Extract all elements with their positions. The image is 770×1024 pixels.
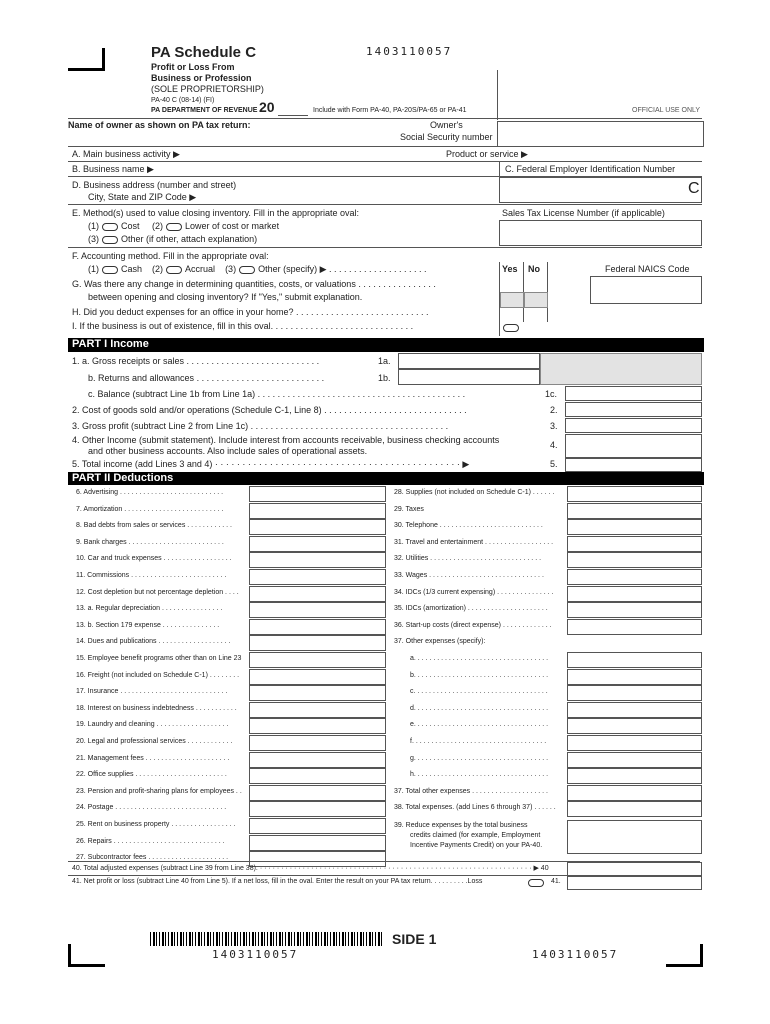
deduction-left-field[interactable] [249, 486, 386, 502]
fein-label: C. Federal Employer Identification Number [505, 164, 676, 174]
deduction-left-field[interactable] [249, 669, 386, 685]
deduction-right-label: 34. IDCs (1/3 current expensing) . . . . . . . . . . . . . . . [394, 588, 554, 596]
line-4-num: 4. [550, 440, 558, 450]
line-e3 [88, 234, 257, 244]
line-f-options [88, 264, 427, 275]
line-5-field[interactable] [565, 458, 702, 472]
deduction-left-field[interactable] [249, 735, 386, 751]
line-g-label: G. Was there any change in determining quantities, costs, or valuations . . . . . . . . . . . . . . . . [72, 279, 436, 289]
naics-label: Federal NAICS Code [605, 264, 690, 274]
deduction-left-label: 21. Management fees . . . . . . . . . . . . . . . . . . . . . . [76, 754, 230, 762]
line-39-label-3: Incentive Payments Credit) on your PA-40. [410, 842, 543, 849]
deduction-left-field[interactable] [249, 536, 386, 552]
deduction-left-field[interactable] [249, 768, 386, 784]
deduction-right-label: d. . . . . . . . . . . . . . . . . . . . . . . . . . . . . . . . . . . [410, 704, 549, 712]
line-39-label-2: credits claimed (for example, Employment [410, 832, 541, 839]
line-1a-field[interactable] [398, 353, 540, 369]
year-field[interactable] [278, 109, 308, 116]
accrual-oval[interactable] [166, 266, 182, 274]
line-e-label: E. Method(s) used to value closing inventory. Fill in the appropriate oval: [72, 208, 359, 218]
deduction-left-label: 16. Freight (not included on Schedule C-1) . . . . . . . . [76, 671, 240, 679]
deduction-right-label: b. . . . . . . . . . . . . . . . . . . . . . . . . . . . . . . . . . . [410, 671, 549, 679]
deduction-right-label: e. . . . . . . . . . . . . . . . . . . . . . . . . . . . . . . . . . . [410, 721, 549, 729]
e1-text: Cost [121, 221, 140, 231]
deduction-left-field[interactable] [249, 503, 386, 519]
out-of-existence-oval[interactable] [503, 324, 519, 332]
subtitle-1: Profit or Loss From [151, 62, 235, 72]
deduction-right-label: 30. Telephone . . . . . . . . . . . . . . . . . . . . . . . . . . . [394, 522, 543, 530]
rule [68, 204, 702, 205]
header-divider [497, 70, 498, 120]
deduction-left-label: 14. Dues and publications . . . . . . . . . . . . . . . . . . . [76, 638, 231, 646]
g-yes-box[interactable] [500, 292, 524, 308]
f2-text: Accrual [185, 264, 216, 274]
deduction-left-label: 27. Subcontractor fees . . . . . . . . . . . . . . . . . . . . . [76, 854, 229, 862]
f3-num: (3) [225, 264, 237, 274]
form-code: PA-40 C (08-14) (FI) [151, 97, 215, 104]
part1-header: PART I Income [68, 338, 704, 352]
deduction-right-field[interactable] [567, 536, 702, 552]
line-3-label: 3. Gross profit (subtract Line 2 from Line 1c) . . . . . . . . . . . . . . . . . . . . . . . . . . . . . . . . . . . . . . . . [72, 421, 449, 431]
form-title: PA Schedule C [151, 44, 257, 61]
f2-num: (2) [152, 264, 164, 274]
line-40-label: 40. Total adjusted expenses (subtract Line 39 from Line 38). · · · · · · · · · · · · · · · · · · · · · · · · · · · · · · · · · · · · · · · · · · · · · · · · · · · · · · · · · · · · · · · · ▶ 40 [72, 865, 549, 872]
deduction-left-field[interactable] [249, 818, 386, 834]
line-1c-num: 1c. [545, 389, 558, 399]
fein-field[interactable] [499, 177, 702, 203]
deduction-left-field[interactable] [249, 602, 386, 618]
deduction-left-label: 26. Repairs . . . . . . . . . . . . . . . . . . . . . . . . . . . . . [76, 837, 225, 845]
subtitle-3: (SOLE PROPRIETORSHIP) [151, 84, 264, 94]
line-f-label: F. Accounting method. Fill in the appropriate oval: [72, 251, 269, 261]
deduction-right-field[interactable] [567, 486, 702, 502]
deduction-right-field[interactable] [567, 685, 702, 701]
deduction-left-field[interactable] [249, 785, 386, 801]
line-2-label: 2. Cost of goods sold and/or operations (Schedule C-1, Line 8) . . . . . . . . . . . . . . . . . . . . . . . . . . . . . [72, 405, 467, 415]
deduction-left-field[interactable] [249, 835, 386, 851]
official-use-label: OFFICIAL USE ONLY [632, 107, 701, 114]
deduction-right-field[interactable] [567, 519, 702, 535]
line-5-num: 5. [550, 459, 558, 469]
deduction-left-label: 12. Cost depletion but not percentage depletion . . . . [76, 588, 239, 596]
line-i-label: I. If the business is out of existence, fill in this oval. . . . . . . . . . . . . . . . . . . . . . . . . . . . . [72, 321, 414, 331]
deduction-left-field[interactable] [249, 652, 386, 668]
owner-name-label: Name of owner as shown on PA tax return: [68, 120, 251, 130]
deduction-right-field[interactable] [567, 768, 702, 784]
deduction-left-label: 22. Office supplies . . . . . . . . . . . . . . . . . . . . . . . . [76, 771, 227, 779]
deduction-left-label: 13. b. Section 179 expense . . . . . . . . . . . . . . . [76, 621, 220, 629]
line-1c-label: c. Balance (subtract Line 1b from Line 1a) . . . . . . . . . . . . . . . . . . . . . . . . . . . . . . . . . . . . . . . . . . [88, 389, 466, 399]
line-39-field[interactable] [567, 820, 702, 854]
part2-header: PART II Deductions [68, 472, 704, 485]
registration-mark-br [666, 944, 703, 967]
header-rule [68, 118, 702, 119]
rule [68, 247, 702, 248]
product-label: Product or service ▶ [446, 149, 528, 159]
deduction-left-label: 20. Legal and professional services . . . . . . . . . . . . [76, 738, 233, 745]
deduction-right-field[interactable] [567, 785, 702, 801]
deduction-right-label: 35. IDCs (amortization) . . . . . . . . . . . . . . . . . . . . . [394, 605, 548, 613]
line-4-label: 4. Other Income (submit statement). Include interest from accounts receivable, business checking accounts [72, 435, 500, 445]
deduction-right-field[interactable] [567, 652, 702, 668]
e3-text: Other (if other, attach explanation) [121, 234, 258, 244]
no-header: No [528, 264, 540, 274]
line-3-field[interactable] [565, 418, 702, 433]
deduction-right-field[interactable] [567, 801, 702, 817]
deduction-right-label: 32. Utilities . . . . . . . . . . . . . . . . . . . . . . . . . . . . . [394, 555, 542, 563]
form-number-top: 1403110057 [366, 45, 453, 58]
deduction-right-label: 33. Wages . . . . . . . . . . . . . . . . . . . . . . . . . . . . . . [394, 572, 544, 579]
deduction-right-field[interactable] [567, 503, 702, 519]
deduction-left-label: 25. Rent on business property . . . . . . . . . . . . . . . . . [76, 821, 236, 828]
deduction-left-field[interactable] [249, 718, 386, 734]
deduction-right-label: a. . . . . . . . . . . . . . . . . . . . . . . . . . . . . . . . . . . [410, 655, 549, 662]
line-1a-label: 1. a. Gross receipts or sales . . . . . . . . . . . . . . . . . . . . . . . . . . . [72, 356, 320, 366]
rule [68, 146, 702, 147]
yes-header: Yes [502, 264, 518, 274]
line-1a-num: 1a. [378, 356, 391, 366]
deduction-right-label: 37. Total other expenses . . . . . . . . . . . . . . . . . . . . [394, 787, 548, 795]
form-number-bottom: 1403110057 [532, 948, 619, 961]
line-4-label-2: and other business accounts. Also include sales of operational assets. [88, 446, 368, 456]
line-4-field[interactable] [565, 434, 702, 458]
rule [499, 161, 500, 176]
deduction-left-label: 10. Car and truck expenses . . . . . . . . . . . . . . . . . . [76, 555, 232, 563]
deduction-right-field[interactable] [567, 569, 702, 585]
loss-oval[interactable] [528, 879, 544, 887]
deduction-right-label: 29. Taxes [394, 505, 424, 513]
deduction-left-field[interactable] [249, 801, 386, 817]
barcode [150, 932, 382, 946]
registration-mark-tl [68, 48, 105, 71]
deduction-left-label: 9. Bank charges . . . . . . . . . . . . . . . . . . . . . . . . . [76, 538, 224, 546]
side-label: SIDE 1 [392, 931, 437, 947]
line-d-city-label: City, State and ZIP Code ▶ [88, 192, 197, 202]
f1-text: Cash [121, 264, 143, 274]
sales-tax-field[interactable] [499, 220, 702, 246]
deduction-left-label: 18. Interest on business indebtedness . . . . . . . . . . . [76, 704, 237, 712]
naics-field[interactable] [590, 276, 702, 304]
deduction-right-field[interactable] [567, 602, 702, 618]
deduction-left-field[interactable] [249, 552, 386, 568]
deduction-right-field[interactable] [567, 586, 702, 602]
f1-num: (1) [88, 264, 99, 274]
deduction-left-label: 13. a. Regular depreciation . . . . . . . . . . . . . . . . [76, 605, 223, 613]
f3-text: Other (specify) ▶ . . . . . . . . . . . . . . . . . . . . [258, 264, 427, 274]
line-1c-field[interactable] [565, 386, 702, 401]
line-1b-label: b. Returns and allowances . . . . . . . . . . . . . . . . . . . . . . . . . . [88, 373, 325, 383]
owner-ssn-label-1: Owner's [430, 120, 463, 130]
deduction-left-field[interactable] [249, 702, 386, 718]
deduction-left-field[interactable] [249, 635, 386, 651]
deduction-left-label: 15. Employee benefit programs other than on Line 23 [76, 655, 242, 662]
deduction-left-label: 19. Laundry and cleaning . . . . . . . . . . . . . . . . . . . [76, 721, 229, 729]
line-41-field[interactable] [567, 876, 702, 890]
line-1b-field[interactable] [398, 369, 540, 385]
line-h-label: H. Did you deduct expenses for an office in your home? . . . . . . . . . . . . . . . . . . . . . . . . . . . [72, 307, 429, 317]
deduction-left-field[interactable] [249, 519, 386, 535]
deduction-right-field[interactable] [567, 718, 702, 734]
deduction-right-field[interactable] [567, 702, 702, 718]
line-d-label: D. Business address (number and street) [72, 180, 237, 190]
line-e1 [88, 221, 279, 231]
e3-num: (3) [88, 234, 99, 244]
e2-num: (2) [152, 221, 164, 231]
deduction-left-label: 24. Postage . . . . . . . . . . . . . . . . . . . . . . . . . . . . . [76, 804, 227, 812]
deduction-left-field[interactable] [249, 752, 386, 768]
cost-oval[interactable] [102, 223, 118, 231]
other-method-oval[interactable] [239, 266, 255, 274]
cash-oval[interactable] [102, 266, 118, 274]
g-no-box[interactable] [524, 292, 548, 308]
deduction-right-label: 28. Supplies (not included on Schedule C-1) . . . . . . [394, 489, 555, 496]
e1-num: (1) [88, 221, 99, 231]
deduction-right-field[interactable] [567, 735, 702, 751]
deduction-right-field[interactable] [567, 752, 702, 768]
deduction-right-label: 37. Other expenses (specify): [394, 638, 486, 646]
year-prefix: 20 [259, 99, 275, 115]
line-2-num: 2. [550, 405, 558, 415]
deduction-left-label: 7. Amortization . . . . . . . . . . . . . . . . . . . . . . . . . . [76, 505, 224, 513]
deduction-left-field[interactable] [249, 685, 386, 701]
rule [68, 161, 702, 162]
line-41-label: 41. Net profit or loss (subtract Line 40 from Line 5). If a net loss, fill in the oval. Enter the result on your PA tax return. . . . . . . . . .Loss [72, 878, 483, 885]
deduction-left-label: 6. Advertising . . . . . . . . . . . . . . . . . . . . . . . . . . . [76, 489, 224, 496]
deduction-left-label: 11. Commissions . . . . . . . . . . . . . . . . . . . . . . . . . [76, 572, 227, 579]
deduction-left-field[interactable] [249, 586, 386, 602]
deduction-right-label: 38. Total expenses. (add Lines 6 through 37) . . . . . . [394, 804, 556, 812]
deduction-left-label: 8. Bad debts from sales or services . . . . . . . . . . . . [76, 522, 232, 530]
line-2-field[interactable] [565, 402, 702, 417]
barcode-number: 1403110057 [212, 948, 299, 961]
line-1-shaded [540, 353, 702, 385]
lower-cost-oval[interactable] [166, 223, 182, 231]
deduction-left-label: 23. Pension and profit-sharing plans for employees . . [76, 787, 242, 795]
deduction-right-field[interactable] [567, 669, 702, 685]
deduction-right-label: 31. Travel and entertainment . . . . . . . . . . . . . . . . . . [394, 538, 554, 546]
deduction-left-label: 17. Insurance . . . . . . . . . . . . . . . . . . . . . . . . . . . . [76, 688, 228, 696]
line-a-label: A. Main business activity ▶ [72, 149, 180, 159]
line-41-num: 41. [551, 878, 561, 885]
deduction-left-field[interactable] [249, 619, 386, 635]
dept-label: PA DEPARTMENT OF REVENUE [151, 107, 258, 114]
e2-text: Lower of cost or market [185, 221, 280, 231]
include-text: Include with Form PA-40, PA-20S/PA-65 or PA-41 [313, 107, 467, 114]
deduction-right-label: 36. Start-up costs (direct expense) . . . . . . . . . . . . . [394, 621, 552, 629]
line-g-label-2: between opening and closing inventory? If "Yes," submit explanation. [88, 292, 363, 302]
sales-tax-label: Sales Tax License Number (if applicable) [502, 208, 665, 218]
owner-ssn-field[interactable] [497, 121, 704, 147]
owner-ssn-label-2: Social Security number [400, 132, 493, 142]
deduction-right-label: h. . . . . . . . . . . . . . . . . . . . . . . . . . . . . . . . . . . [410, 771, 549, 779]
deduction-left-field[interactable] [249, 569, 386, 585]
line-b-label: B. Business name ▶ [72, 164, 154, 174]
line-40-field[interactable] [567, 862, 702, 876]
deduction-right-label: f. . . . . . . . . . . . . . . . . . . . . . . . . . . . . . . . . . . [410, 738, 547, 745]
subtitle-2: Business or Profession [151, 73, 252, 83]
line-39-label-1: 39. Reduce expenses by the total business [394, 822, 528, 829]
registration-mark-bl [68, 944, 105, 967]
deduction-right-label: c. . . . . . . . . . . . . . . . . . . . . . . . . . . . . . . . . . . [410, 688, 548, 696]
deduction-right-field[interactable] [567, 552, 702, 568]
other-inventory-oval[interactable] [102, 236, 118, 244]
line-1b-num: 1b. [378, 373, 391, 383]
deduction-right-field[interactable] [567, 619, 702, 635]
fein-c-mark: C [688, 180, 700, 197]
line-3-num: 3. [550, 421, 558, 431]
line-5-label: 5. Total income (add Lines 3 and 4) · · · · · · · · · · · · · · · · · · · · · · · · · · · · · · · · · · · · · · · · · · · · · ▶ [72, 459, 470, 469]
deduction-right-label: g. . . . . . . . . . . . . . . . . . . . . . . . . . . . . . . . . . . [410, 754, 549, 762]
